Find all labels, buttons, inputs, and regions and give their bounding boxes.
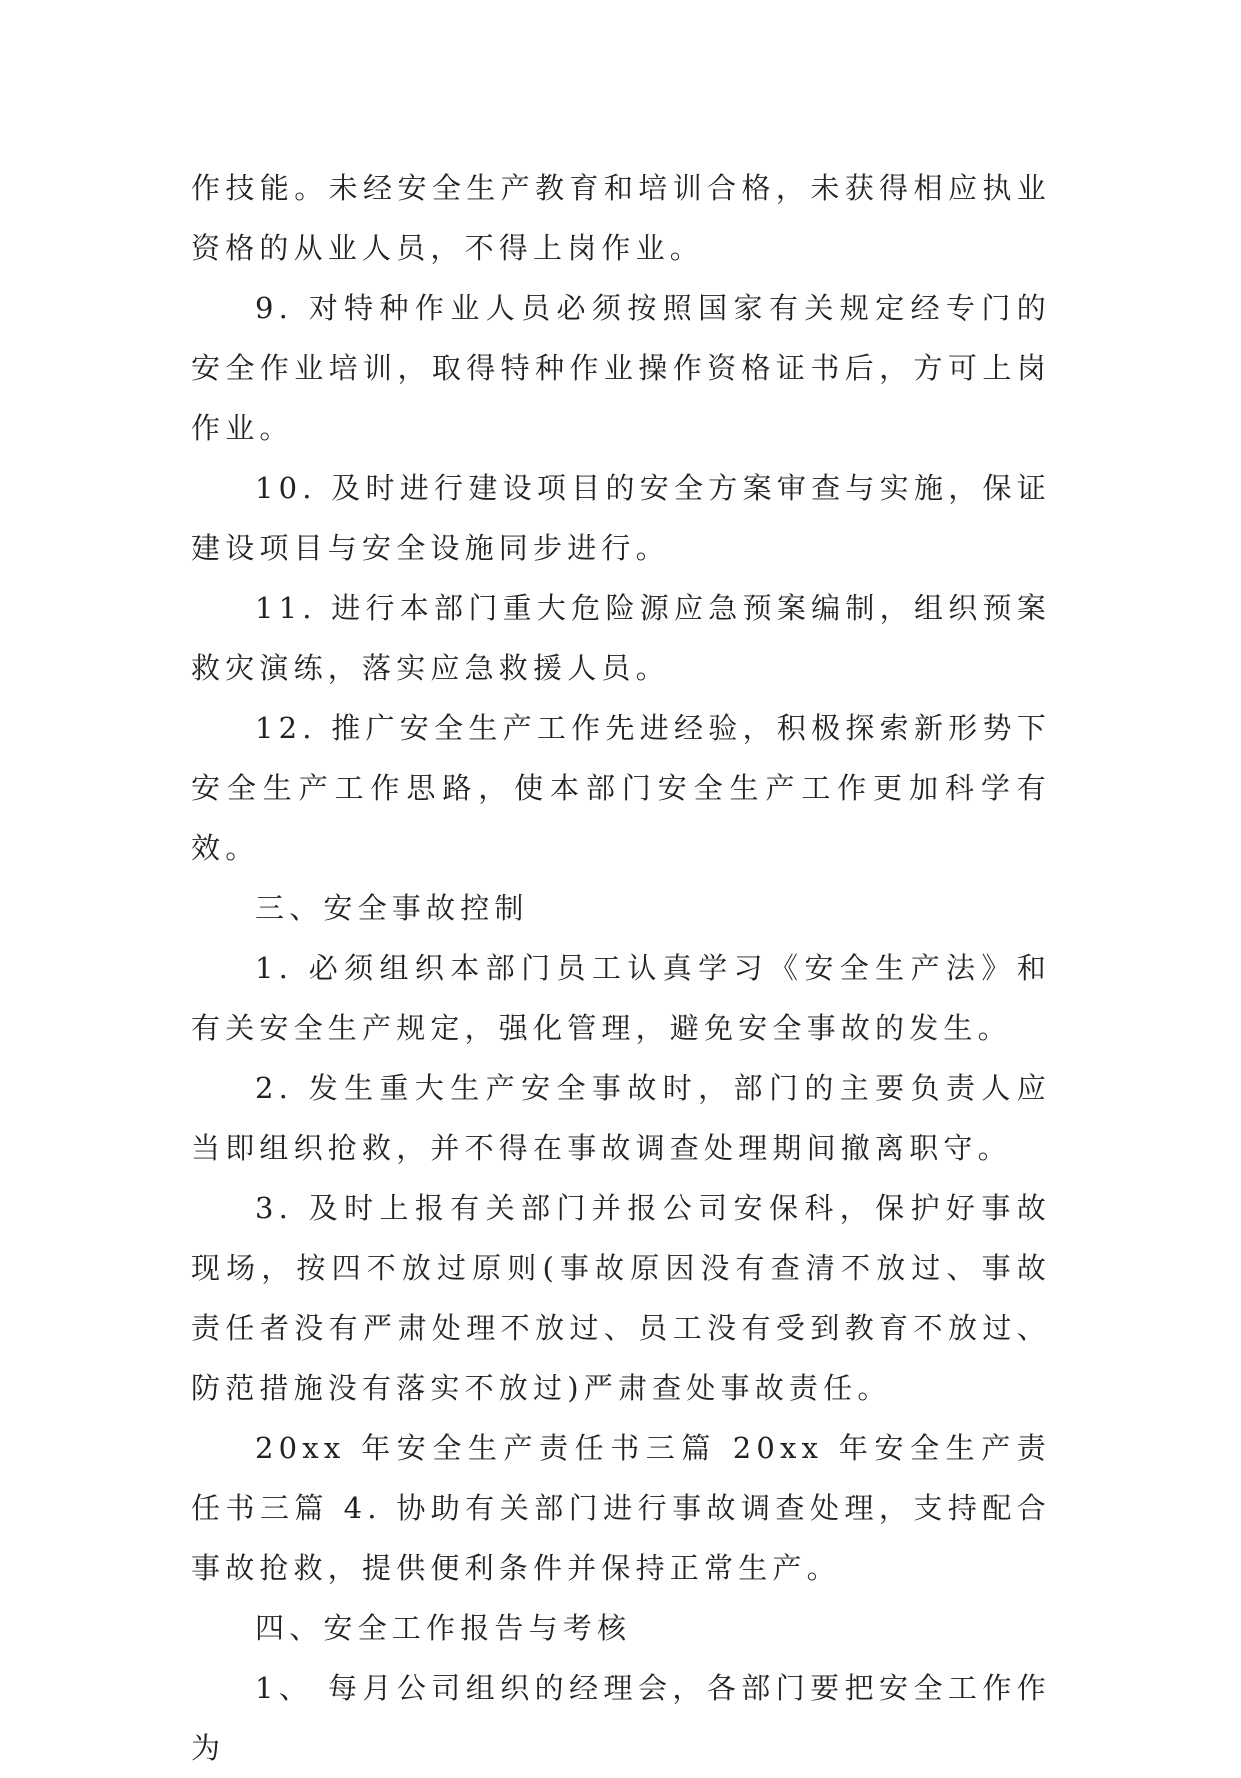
paragraph-control-2: 2. 发生重大生产安全事故时，部门的主要负责人应当即组织抢救，并不得在事故调查处理期间撤离职守。 [191, 1071, 1051, 1165]
paragraph-item-11: 11. 进行本部门重大危险源应急预案编制，组织预案救灾演练，落实应急救援人员。 [191, 591, 1051, 685]
section-heading-4: 四、安全工作报告与考核 [255, 1611, 632, 1645]
paragraph-item-10: 10. 及时进行建设项目的安全方案审查与实施，保证建设项目与安全设施同步进行。 [191, 471, 1051, 565]
paragraph-control-3: 3. 及时上报有关部门并报公司安保科，保护好事故现场，按四不放过原则(事故原因没有查清不放过、事故责任者没有严肃处理不放过、员工没有受到教育不放过、防范措施没有落实不放过)严肃查处事故责任。 [191, 1191, 1051, 1405]
section-heading-3: 三、安全事故控制 [255, 891, 529, 925]
document-body [191, 158, 1051, 1778]
paragraph-item-9: 9. 对特种作业人员必须按照国家有关规定经专门的安全作业培训，取得特种作业操作资格证书后，方可上岗作业。 [191, 291, 1051, 445]
paragraph-control-4: 20xx 年安全生产责任书三篇 20xx 年安全生产责任书三篇 4. 协助有关部门进行事故调查处理，支持配合事故抢救，提供便利条件并保持正常生产。 [191, 1431, 1051, 1585]
paragraph-report-1: 1、 每月公司组织的经理会，各部门要把安全工作作为 [191, 1671, 1051, 1765]
paragraph-continuation: 作技能。未经安全生产教育和培训合格，未获得相应执业资格的从业人员，不得上岗作业。 [191, 171, 1051, 265]
paragraph-control-1: 1. 必须组织本部门员工认真学习《安全生产法》和有关安全生产规定，强化管理，避免安全事故的发生。 [191, 951, 1051, 1045]
paragraph-item-12: 12. 推广安全生产工作先进经验，积极探索新形势下安全生产工作思路，使本部门安全生产工作更加科学有效。 [191, 711, 1051, 865]
